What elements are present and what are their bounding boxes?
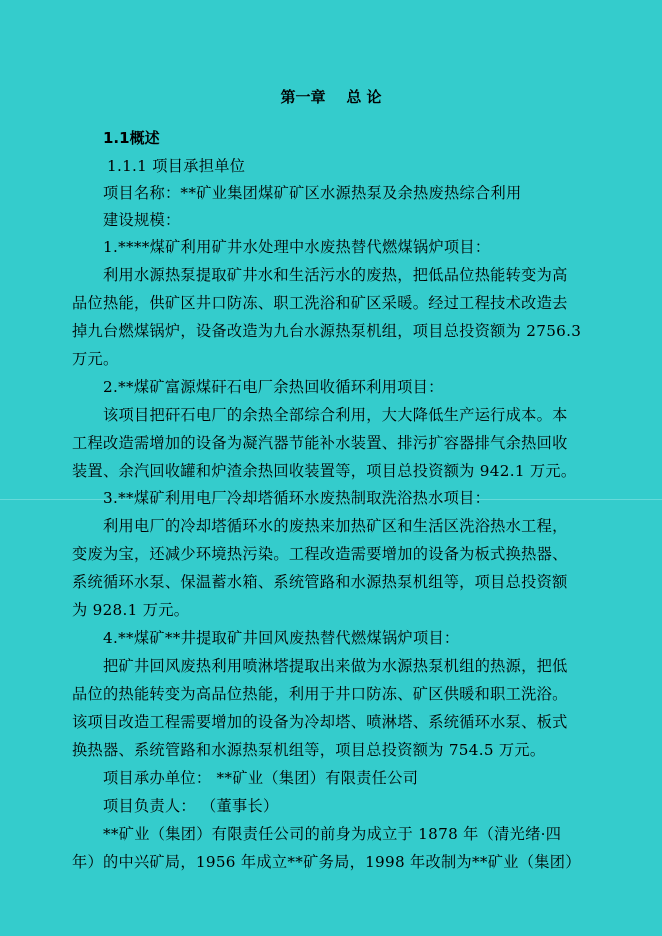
paragraph-line: 年）的中兴矿局，1956 年成立**矿务局，1998 年改制为**矿业（集团） (72, 853, 581, 871)
project-item-1-heading: 1.****煤矿利用矿井水处理中水废热替代燃煤锅炉项目： (103, 238, 491, 256)
paragraph-line: 品位的热能转变为高品位热能，利用于井口防冻、矿区供暖和职工洗浴。 (72, 685, 568, 703)
chapter-title: 第一章 总 论 (280, 88, 382, 106)
paragraph-line: 掉九台燃煤锅炉，设备改造为九台水源热泵机组，项目总投资额为 2756.3 (72, 322, 582, 340)
project-item-2-heading: 2.**煤矿富源煤矸石电厂余热回收循环利用项目： (103, 378, 444, 396)
paragraph-line: 万元。 (72, 350, 119, 368)
project-name-line: 项目名称：**矿业集团煤矿矿区水源热泵及余热废热综合利用 (103, 184, 522, 202)
paragraph-line: 工程改造需增加的设备为凝汽器节能补水装置、排污扩容器排气余热回收 (72, 434, 568, 452)
project-item-3-heading: 3.**煤矿利用电厂冷却塔循环水废热制取洗浴热水项目： (103, 489, 491, 507)
paragraph-line: 换热器、系统管路和水源热泵机组等，项目总投资额为 754.5 万元。 (72, 741, 546, 759)
project-leader-line: 项目负责人： （董事长） (103, 797, 279, 815)
project-undertaker-line: 项目承办单位： **矿业（集团）有限责任公司 (103, 769, 419, 787)
construction-scale-label: 建设规模： (103, 211, 181, 229)
paragraph-line: 利用电厂的冷却塔循环水的废热来加热矿区和生活区洗浴热水工程， (103, 517, 568, 535)
subsection-heading: 1.1.1 项目承担单位 (107, 157, 246, 175)
paragraph-line: **矿业（集团）有限责任公司的前身为成立于 1878 年（清光绪·四 (103, 825, 562, 843)
paragraph-line: 该项目改造工程需要增加的设备为冷却塔、喷淋塔、系统循环水泵、板式 (72, 713, 568, 731)
paragraph-line: 系统循环水泵、保温蓄水箱、系统管路和水源热泵机组等，项目总投资额 (72, 573, 568, 591)
paragraph-line: 变废为宝，还减少环境热污染。工程改造需要增加的设备为板式换热器、 (72, 545, 568, 563)
paragraph-line: 该项目把矸石电厂的余热全部综合利用，大大降低生产运行成本。本 (103, 406, 568, 424)
paragraph-line: 把矿井回风废热利用喷淋塔提取出来做为水源热泵机组的热源，把低 (103, 657, 568, 675)
paragraph-line: 利用水源热泵提取矿井水和生活污水的废热，把低品位热能转变为高 (103, 266, 568, 284)
project-item-4-heading: 4.**煤矿**井提取矿井回风废热替代燃煤锅炉项目： (103, 629, 460, 647)
paragraph-line: 品位热能，供矿区井口防冻、职工洗浴和矿区采暖。经过工程技术改造去 (72, 294, 568, 312)
section-heading: 1.1概述 (103, 129, 160, 147)
paragraph-line: 装置、余汽回收罐和炉渣余热回收装置等，项目总投资额为 942.1 万元。 (72, 462, 577, 480)
paragraph-line: 为 928.1 万元。 (72, 601, 190, 619)
